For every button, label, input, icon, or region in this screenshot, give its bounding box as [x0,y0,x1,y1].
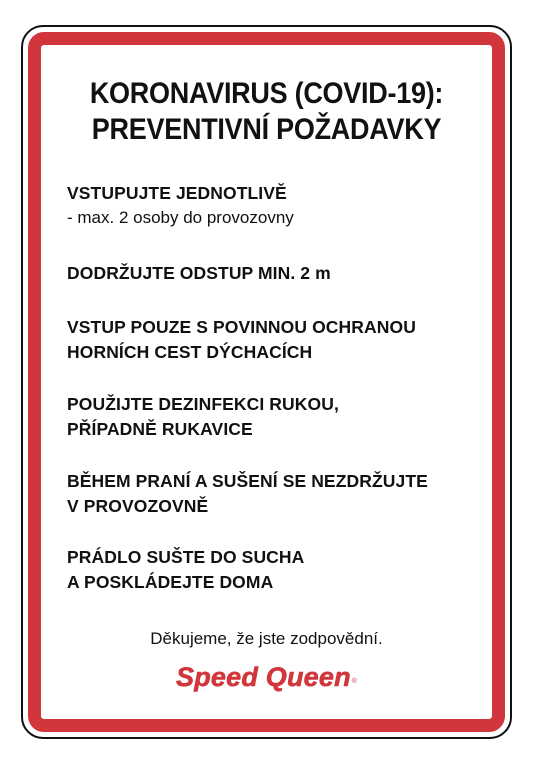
speed-queen-logo [28,660,505,694]
rule-heading-line-1: PRÁDLO SUŠTE DO SUCHA [67,547,305,567]
rule-heading-line-1: POUŽIJTE DEZINFEKCI RUKOU, [67,394,339,414]
sign-title-line-2: PREVENTIVNÍ POŽADAVKY [91,113,442,146]
rule-heading: DODRŽUJTE ODSTUP MIN. 2 m [67,263,331,283]
thank-you-note: Děkujeme, že jste zodpovědní. [150,629,383,648]
rule-hand-disinfection [67,392,339,442]
rule-do-not-linger [67,469,428,519]
rule-subtext: - max. 2 osoby do provozovny [67,208,294,227]
rule-heading-line-2: HORNÍCH CEST DÝCHACÍCH [67,342,313,362]
speed-queen-logo-text: Speed Queen [176,662,351,692]
rule-face-protection [67,315,416,365]
rule-keep-distance [67,261,331,286]
registered-mark: ® [351,678,357,685]
rule-heading-line-2: A POSKLÁDEJTE DOMA [67,572,274,592]
rule-heading-line-1: BĚHEM PRANÍ A SUŠENÍ SE NEZDRŽUJTE [67,471,428,491]
rule-enter-individually [67,181,294,229]
rule-heading-line-1: VSTUP POUZE S POVINNOU OCHRANOU [67,317,416,337]
rule-heading-line-2: V PROVOZOVNĚ [67,496,209,516]
rule-heading-line-2: PŘÍPADNĚ RUKAVICE [67,419,253,439]
rule-dry-and-fold-at-home [67,545,304,595]
sign-title-line-1: KORONAVIRUS (COVID-19): [89,77,444,110]
sign-title [52,76,481,148]
rule-heading: VSTUPUJTE JEDNOTLIVĚ [67,183,287,203]
